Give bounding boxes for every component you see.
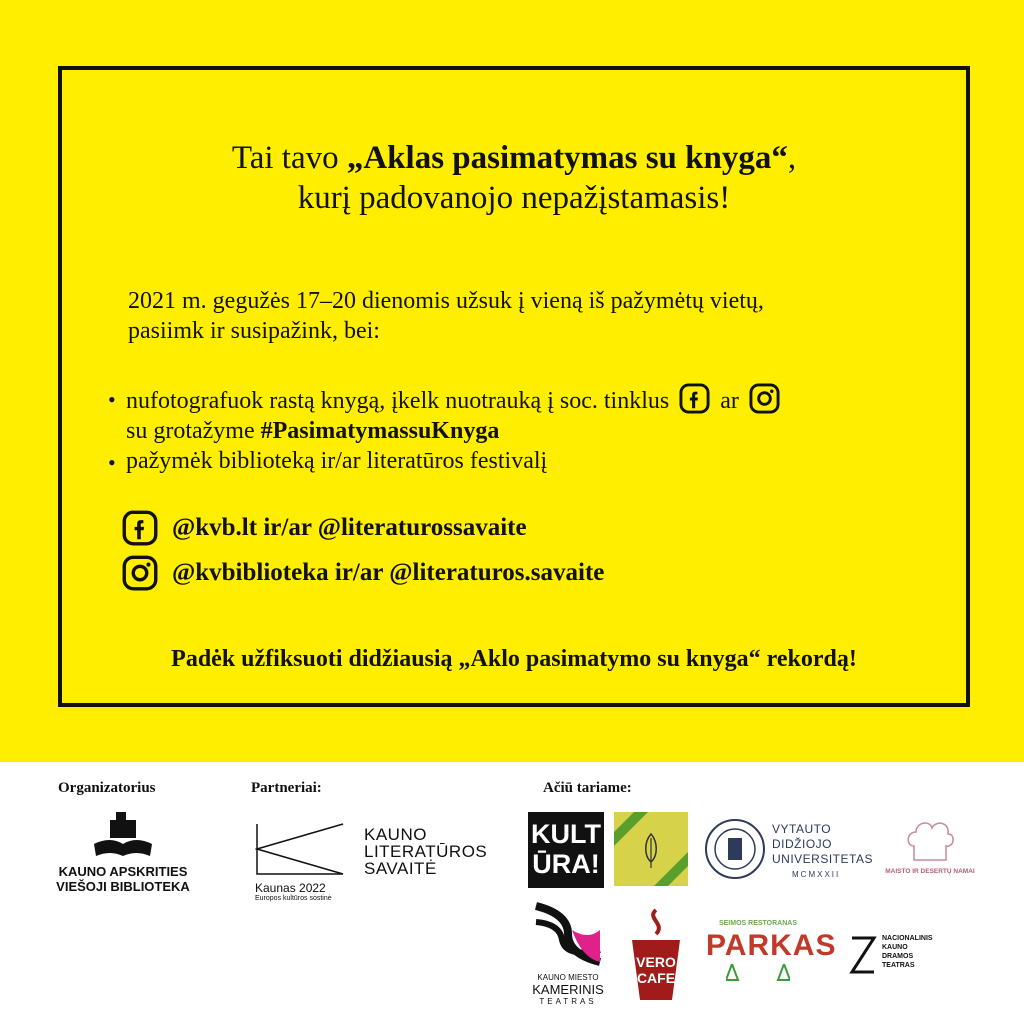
leaf-icon xyxy=(614,812,688,886)
title-bold: „Aklas pasimatymas su knyga“ xyxy=(346,140,788,176)
instagram-icon xyxy=(749,383,780,414)
facebook-icon xyxy=(679,383,710,414)
hashtag: #PasimatymassuKnyga xyxy=(260,418,500,444)
sponsors-panel xyxy=(0,762,1024,1024)
intro-line1: 2021 m. gegužės 17–20 dienomis užsuk į vieną iš pažymėtų vietų, xyxy=(128,288,764,314)
intro-line2: pasiimk ir susipažink, bei: xyxy=(128,318,380,344)
green-partner-logo xyxy=(614,812,688,886)
book-ship-icon xyxy=(90,810,156,860)
vdu-seal-icon xyxy=(704,818,766,880)
kamerinis-teatras-logo: KAUNO MIESTO KAMERINIS TEATRAS xyxy=(532,900,604,1010)
facebook-handles: @kvb.lt ir/ar @literaturossavaite xyxy=(122,510,527,546)
closing-line: Padėk užfiksuoti didžiausią „Aklo pasimatymo su knyga“ rekordą! xyxy=(171,646,857,672)
thanks-label: Ačiū tariame: xyxy=(543,780,632,796)
literaturos-savaite-logo: KAUNO LITERATŪROS SAVAITĖ xyxy=(364,825,488,878)
instagram-handles: @kvbiblioteka ir/ar @literaturos.savaite xyxy=(122,555,604,591)
kaunas2022-mark-icon xyxy=(255,822,345,876)
poster-title xyxy=(62,138,966,218)
tree-icon xyxy=(726,964,790,984)
bullet-item-tag: • pažymėk biblioteką ir/ar literatūros festivalį xyxy=(106,446,946,476)
facebook-icon xyxy=(122,510,158,546)
title-pre: Tai tavo xyxy=(231,140,347,176)
ndt-mark-icon xyxy=(848,936,878,976)
bullet-list xyxy=(106,383,946,476)
kaunas2022-logo: Kaunas 2022 Europos kultūros sostinė xyxy=(255,822,355,912)
spiral-icon xyxy=(532,900,604,968)
maisto-logo: MAISTO IR DESERTŲ NAMAI xyxy=(880,820,980,890)
vero-cafe-logo: VERO CAFE xyxy=(626,908,686,1004)
poster-frame xyxy=(58,66,970,707)
partners-label: Partneriai: xyxy=(251,780,322,796)
title-line2: kurį padovanojo nepažįstamasis! xyxy=(297,180,731,216)
organizer-label: Organizatorius xyxy=(58,780,156,796)
ndt-logo: NACIONALINIS KAUNO DRAMOS TEATRAS xyxy=(848,932,968,982)
kvb-logo: KAUNO APSKRITIES VIEŠOJI BIBLIOTEKA xyxy=(48,810,198,900)
intro-text xyxy=(128,286,928,346)
vdu-logo: VYTAUTO DIDŽIOJO UNIVERSITETAS MCMXXII xyxy=(704,818,874,888)
chef-hat-icon xyxy=(904,820,956,864)
title-post: , xyxy=(787,140,797,176)
parkas-logo: SEIMOS RESTORANAS PARKAS xyxy=(706,920,810,990)
bullet-item-photo: • nufotografuok rastą knygą, įkelk nuotrauką į soc. tinklus ar su grotažyme #PasimatymassuKnyga xyxy=(106,383,946,446)
kultura-logo: KULT ŪRA! xyxy=(528,812,604,888)
instagram-icon xyxy=(122,555,158,591)
